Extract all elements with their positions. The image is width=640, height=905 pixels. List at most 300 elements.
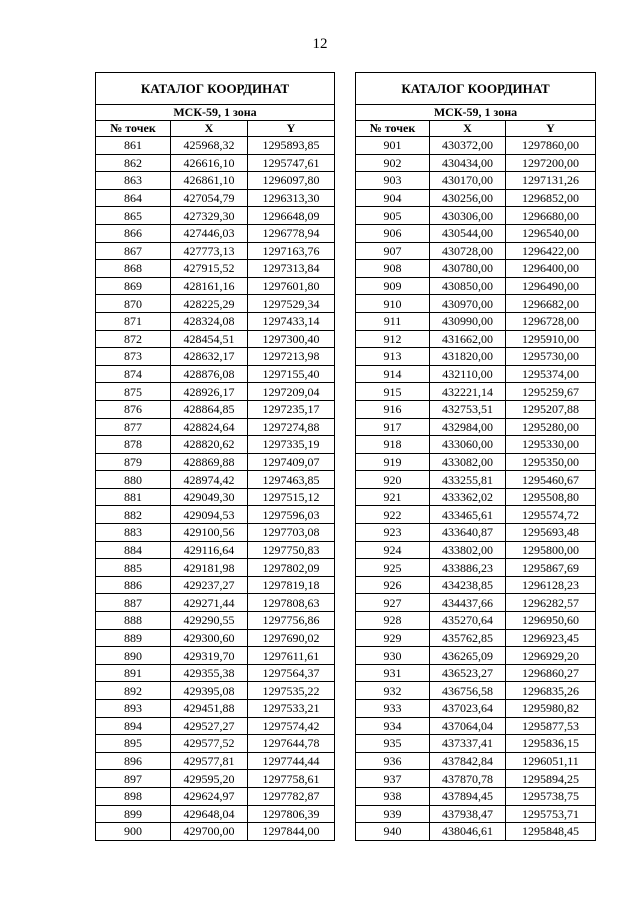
point-number-cell: 881 — [96, 488, 171, 506]
point-number-cell: 924 — [356, 541, 430, 559]
point-number-cell: 889 — [96, 629, 171, 647]
column-header-y: Y — [506, 121, 596, 137]
x-coordinate-cell: 435762,85 — [430, 629, 506, 647]
y-coordinate-cell: 1297844,00 — [248, 823, 335, 841]
table-row — [96, 488, 335, 506]
point-number-cell: 870 — [96, 295, 171, 313]
table-row — [356, 189, 596, 207]
table-row — [96, 137, 335, 155]
point-number-cell: 866 — [96, 224, 171, 242]
x-coordinate-cell: 430850,00 — [430, 277, 506, 295]
point-number-cell: 897 — [96, 770, 171, 788]
table-row — [96, 365, 335, 383]
x-coordinate-cell: 428864,85 — [171, 400, 248, 418]
table-row — [356, 348, 596, 366]
table-row — [96, 524, 335, 542]
point-number-cell: 932 — [356, 682, 430, 700]
point-number-cell: 918 — [356, 436, 430, 454]
table-row — [96, 436, 335, 454]
point-number-cell: 903 — [356, 172, 430, 190]
point-number-cell: 895 — [96, 735, 171, 753]
table-row — [356, 506, 596, 524]
table-row — [356, 312, 596, 330]
point-number-cell: 891 — [96, 664, 171, 682]
point-number-cell: 893 — [96, 700, 171, 718]
column-header-x: X — [430, 121, 506, 137]
x-coordinate-cell: 435270,64 — [430, 612, 506, 630]
table-row — [96, 752, 335, 770]
table-row — [96, 172, 335, 190]
point-number-cell: 900 — [96, 823, 171, 841]
x-coordinate-cell: 430728,00 — [430, 242, 506, 260]
point-number-cell: 936 — [356, 752, 430, 770]
y-coordinate-cell: 1297819,18 — [248, 576, 335, 594]
y-coordinate-cell: 1296282,57 — [506, 594, 596, 612]
point-number-cell: 925 — [356, 559, 430, 577]
point-number-cell: 912 — [356, 330, 430, 348]
x-coordinate-cell: 430990,00 — [430, 312, 506, 330]
table-row — [96, 770, 335, 788]
point-number-cell: 862 — [96, 154, 171, 172]
y-coordinate-cell: 1297806,39 — [248, 805, 335, 823]
table-row — [356, 717, 596, 735]
y-coordinate-cell: 1296400,00 — [506, 260, 596, 278]
y-coordinate-cell: 1295877,53 — [506, 717, 596, 735]
point-number-cell: 882 — [96, 506, 171, 524]
point-number-cell: 872 — [96, 330, 171, 348]
y-coordinate-cell: 1295574,72 — [506, 506, 596, 524]
x-coordinate-cell: 429237,27 — [171, 576, 248, 594]
point-number-cell: 875 — [96, 383, 171, 401]
x-coordinate-cell: 437894,45 — [430, 787, 506, 805]
x-coordinate-cell: 436265,09 — [430, 647, 506, 665]
y-coordinate-cell: 1297860,00 — [506, 137, 596, 155]
y-coordinate-cell: 1296648,09 — [248, 207, 335, 225]
table-row — [356, 330, 596, 348]
point-number-cell: 904 — [356, 189, 430, 207]
point-number-cell: 934 — [356, 717, 430, 735]
x-coordinate-cell: 433886,23 — [430, 559, 506, 577]
table-row — [356, 418, 596, 436]
y-coordinate-cell: 1295374,00 — [506, 365, 596, 383]
table-row — [96, 717, 335, 735]
point-number-cell: 928 — [356, 612, 430, 630]
table-row — [356, 383, 596, 401]
y-coordinate-cell: 1297409,07 — [248, 453, 335, 471]
point-number-cell: 907 — [356, 242, 430, 260]
table-row — [356, 559, 596, 577]
table-row — [356, 137, 596, 155]
x-coordinate-cell: 429319,70 — [171, 647, 248, 665]
x-coordinate-cell: 434437,66 — [430, 594, 506, 612]
y-coordinate-cell: 1295207,88 — [506, 400, 596, 418]
point-number-cell: 908 — [356, 260, 430, 278]
y-coordinate-cell: 1297463,85 — [248, 471, 335, 489]
point-number-cell: 877 — [96, 418, 171, 436]
y-coordinate-cell: 1296950,60 — [506, 612, 596, 630]
x-coordinate-cell: 429648,04 — [171, 805, 248, 823]
y-coordinate-cell: 1295910,00 — [506, 330, 596, 348]
table-row — [356, 612, 596, 630]
x-coordinate-cell: 432221,14 — [430, 383, 506, 401]
point-number-cell: 940 — [356, 823, 430, 841]
point-number-cell: 896 — [96, 752, 171, 770]
y-coordinate-cell: 1297515,12 — [248, 488, 335, 506]
x-coordinate-cell: 432110,00 — [430, 365, 506, 383]
y-coordinate-cell: 1295747,61 — [248, 154, 335, 172]
catalog-title: КАТАЛОГ КООРДИНАТ — [356, 73, 596, 105]
y-coordinate-cell: 1295893,85 — [248, 137, 335, 155]
x-coordinate-cell: 429595,20 — [171, 770, 248, 788]
point-number-cell: 910 — [356, 295, 430, 313]
x-coordinate-cell: 430170,00 — [430, 172, 506, 190]
table-row — [96, 682, 335, 700]
point-number-cell: 883 — [96, 524, 171, 542]
table-row — [356, 471, 596, 489]
x-coordinate-cell: 428324,08 — [171, 312, 248, 330]
point-number-cell: 861 — [96, 137, 171, 155]
y-coordinate-cell: 1296313,30 — [248, 189, 335, 207]
point-number-cell: 920 — [356, 471, 430, 489]
table-row — [356, 541, 596, 559]
page-number: 12 — [312, 36, 328, 52]
table-row — [96, 506, 335, 524]
y-coordinate-cell: 1297690,02 — [248, 629, 335, 647]
y-coordinate-cell: 1296778,94 — [248, 224, 335, 242]
table-row — [356, 260, 596, 278]
y-coordinate-cell: 1297155,40 — [248, 365, 335, 383]
x-coordinate-cell: 430544,00 — [430, 224, 506, 242]
point-number-cell: 899 — [96, 805, 171, 823]
table-row — [96, 348, 335, 366]
x-coordinate-cell: 430256,00 — [430, 189, 506, 207]
x-coordinate-cell: 430970,00 — [430, 295, 506, 313]
x-coordinate-cell: 428632,17 — [171, 348, 248, 366]
y-coordinate-cell: 1297744,44 — [248, 752, 335, 770]
table-row — [356, 823, 596, 841]
table-row — [356, 453, 596, 471]
x-coordinate-cell: 427773,13 — [171, 242, 248, 260]
y-coordinate-cell: 1296923,45 — [506, 629, 596, 647]
x-coordinate-cell: 433060,00 — [430, 436, 506, 454]
y-coordinate-cell: 1296490,00 — [506, 277, 596, 295]
table-row — [96, 277, 335, 295]
table-row — [356, 735, 596, 753]
table-row — [356, 224, 596, 242]
x-coordinate-cell: 430434,00 — [430, 154, 506, 172]
x-coordinate-cell: 434238,85 — [430, 576, 506, 594]
point-number-cell: 935 — [356, 735, 430, 753]
y-coordinate-cell: 1296680,00 — [506, 207, 596, 225]
table-row — [96, 295, 335, 313]
x-coordinate-cell: 428820,62 — [171, 436, 248, 454]
table-row — [96, 823, 335, 841]
y-coordinate-cell: 1297131,26 — [506, 172, 596, 190]
point-number-cell: 898 — [96, 787, 171, 805]
table-row — [96, 559, 335, 577]
table-row — [96, 647, 335, 665]
table-row — [96, 207, 335, 225]
y-coordinate-cell: 1297335,19 — [248, 436, 335, 454]
point-number-cell: 864 — [96, 189, 171, 207]
x-coordinate-cell: 437870,78 — [430, 770, 506, 788]
table-row — [96, 805, 335, 823]
point-number-cell: 890 — [96, 647, 171, 665]
y-coordinate-cell: 1297535,22 — [248, 682, 335, 700]
x-coordinate-cell: 429577,52 — [171, 735, 248, 753]
table-row — [96, 400, 335, 418]
y-coordinate-cell: 1295980,82 — [506, 700, 596, 718]
y-coordinate-cell: 1297601,80 — [248, 277, 335, 295]
x-coordinate-cell: 429094,53 — [171, 506, 248, 524]
y-coordinate-cell: 1297703,08 — [248, 524, 335, 542]
catalog-title: КАТАЛОГ КООРДИНАТ — [96, 73, 335, 105]
table-row — [96, 735, 335, 753]
point-number-cell: 878 — [96, 436, 171, 454]
x-coordinate-cell: 429395,08 — [171, 682, 248, 700]
x-coordinate-cell: 433465,61 — [430, 506, 506, 524]
y-coordinate-cell: 1297274,88 — [248, 418, 335, 436]
table-row — [96, 154, 335, 172]
x-coordinate-cell: 437842,84 — [430, 752, 506, 770]
y-coordinate-cell: 1297808,63 — [248, 594, 335, 612]
table-row — [356, 752, 596, 770]
x-coordinate-cell: 429624,97 — [171, 787, 248, 805]
y-coordinate-cell: 1296852,00 — [506, 189, 596, 207]
table-row — [356, 154, 596, 172]
x-coordinate-cell: 429290,55 — [171, 612, 248, 630]
y-coordinate-cell: 1295738,75 — [506, 787, 596, 805]
y-coordinate-cell: 1297533,21 — [248, 700, 335, 718]
table-row — [356, 242, 596, 260]
x-coordinate-cell: 428824,64 — [171, 418, 248, 436]
table-row — [96, 629, 335, 647]
x-coordinate-cell: 430372,00 — [430, 137, 506, 155]
point-number-cell: 919 — [356, 453, 430, 471]
x-coordinate-cell: 427329,30 — [171, 207, 248, 225]
y-coordinate-cell: 1297235,17 — [248, 400, 335, 418]
x-coordinate-cell: 430780,00 — [430, 260, 506, 278]
x-coordinate-cell: 433255,81 — [430, 471, 506, 489]
point-number-cell: 871 — [96, 312, 171, 330]
table-row — [356, 664, 596, 682]
table-row — [96, 787, 335, 805]
table-row — [96, 224, 335, 242]
coordinate-catalog-table-left — [95, 72, 335, 841]
y-coordinate-cell: 1296097,80 — [248, 172, 335, 190]
table-row — [356, 594, 596, 612]
point-number-cell: 892 — [96, 682, 171, 700]
x-coordinate-cell: 433802,00 — [430, 541, 506, 559]
y-coordinate-cell: 1297596,03 — [248, 506, 335, 524]
point-number-cell: 874 — [96, 365, 171, 383]
point-number-cell: 929 — [356, 629, 430, 647]
table-row — [96, 541, 335, 559]
x-coordinate-cell: 437023,64 — [430, 700, 506, 718]
y-coordinate-cell: 1297163,76 — [248, 242, 335, 260]
table-row — [96, 664, 335, 682]
point-number-cell: 916 — [356, 400, 430, 418]
y-coordinate-cell: 1297611,61 — [248, 647, 335, 665]
y-coordinate-cell: 1296728,00 — [506, 312, 596, 330]
y-coordinate-cell: 1297313,84 — [248, 260, 335, 278]
point-number-cell: 921 — [356, 488, 430, 506]
point-number-cell: 917 — [356, 418, 430, 436]
point-number-cell: 865 — [96, 207, 171, 225]
point-number-cell: 906 — [356, 224, 430, 242]
coordinate-catalog-table-right — [355, 72, 596, 841]
x-coordinate-cell: 429451,88 — [171, 700, 248, 718]
table-row — [96, 700, 335, 718]
table-row — [356, 647, 596, 665]
point-number-cell: 939 — [356, 805, 430, 823]
x-coordinate-cell: 426616,10 — [171, 154, 248, 172]
table-row — [356, 295, 596, 313]
x-coordinate-cell: 428225,29 — [171, 295, 248, 313]
point-number-cell: 869 — [96, 277, 171, 295]
table-row — [356, 207, 596, 225]
table-row — [356, 682, 596, 700]
y-coordinate-cell: 1295800,00 — [506, 541, 596, 559]
table-row — [356, 488, 596, 506]
x-coordinate-cell: 432984,00 — [430, 418, 506, 436]
x-coordinate-cell: 431820,00 — [430, 348, 506, 366]
table-row — [356, 365, 596, 383]
coordinate-system-zone: МСК-59, 1 зона — [96, 105, 335, 121]
table-row — [356, 277, 596, 295]
table-row — [96, 418, 335, 436]
table-row — [96, 260, 335, 278]
y-coordinate-cell: 1295350,00 — [506, 453, 596, 471]
x-coordinate-cell: 429577,81 — [171, 752, 248, 770]
y-coordinate-cell: 1297300,40 — [248, 330, 335, 348]
y-coordinate-cell: 1297574,42 — [248, 717, 335, 735]
column-header-point-number: № точек — [96, 121, 171, 137]
x-coordinate-cell: 427915,52 — [171, 260, 248, 278]
point-number-cell: 926 — [356, 576, 430, 594]
table-row — [96, 312, 335, 330]
table-row — [356, 787, 596, 805]
table-row — [96, 383, 335, 401]
table-row — [356, 172, 596, 190]
y-coordinate-cell: 1295460,67 — [506, 471, 596, 489]
column-header-x: X — [171, 121, 248, 137]
point-number-cell: 913 — [356, 348, 430, 366]
point-number-cell: 886 — [96, 576, 171, 594]
point-number-cell: 885 — [96, 559, 171, 577]
y-coordinate-cell: 1296860,27 — [506, 664, 596, 682]
y-coordinate-cell: 1296929,20 — [506, 647, 596, 665]
y-coordinate-cell: 1295693,48 — [506, 524, 596, 542]
point-number-cell: 879 — [96, 453, 171, 471]
point-number-cell: 909 — [356, 277, 430, 295]
point-number-cell: 927 — [356, 594, 430, 612]
y-coordinate-cell: 1296128,23 — [506, 576, 596, 594]
x-coordinate-cell: 429116,64 — [171, 541, 248, 559]
y-coordinate-cell: 1296682,00 — [506, 295, 596, 313]
x-coordinate-cell: 427054,79 — [171, 189, 248, 207]
x-coordinate-cell: 429355,38 — [171, 664, 248, 682]
y-coordinate-cell: 1295836,15 — [506, 735, 596, 753]
table-body — [96, 137, 335, 841]
y-coordinate-cell: 1297529,34 — [248, 295, 335, 313]
y-coordinate-cell: 1296540,00 — [506, 224, 596, 242]
table-row — [96, 189, 335, 207]
point-number-cell: 873 — [96, 348, 171, 366]
y-coordinate-cell: 1297209,04 — [248, 383, 335, 401]
x-coordinate-cell: 428876,08 — [171, 365, 248, 383]
x-coordinate-cell: 437337,41 — [430, 735, 506, 753]
y-coordinate-cell: 1297564,37 — [248, 664, 335, 682]
point-number-cell: 884 — [96, 541, 171, 559]
x-coordinate-cell: 428926,17 — [171, 383, 248, 401]
x-coordinate-cell: 437064,04 — [430, 717, 506, 735]
y-coordinate-cell: 1295259,67 — [506, 383, 596, 401]
point-number-cell: 888 — [96, 612, 171, 630]
table-row — [96, 594, 335, 612]
table-row — [356, 400, 596, 418]
x-coordinate-cell: 433362,02 — [430, 488, 506, 506]
y-coordinate-cell: 1297750,83 — [248, 541, 335, 559]
point-number-cell: 922 — [356, 506, 430, 524]
x-coordinate-cell: 429700,00 — [171, 823, 248, 841]
point-number-cell: 901 — [356, 137, 430, 155]
x-coordinate-cell: 428161,16 — [171, 277, 248, 295]
x-coordinate-cell: 427446,03 — [171, 224, 248, 242]
point-number-cell: 914 — [356, 365, 430, 383]
x-coordinate-cell: 429181,98 — [171, 559, 248, 577]
point-number-cell: 863 — [96, 172, 171, 190]
table-row — [356, 524, 596, 542]
y-coordinate-cell: 1295508,80 — [506, 488, 596, 506]
x-coordinate-cell: 433082,00 — [430, 453, 506, 471]
y-coordinate-cell: 1297213,98 — [248, 348, 335, 366]
y-coordinate-cell: 1297758,61 — [248, 770, 335, 788]
point-number-cell: 902 — [356, 154, 430, 172]
y-coordinate-cell: 1297782,87 — [248, 787, 335, 805]
x-coordinate-cell: 426861,10 — [171, 172, 248, 190]
point-number-cell: 930 — [356, 647, 430, 665]
y-coordinate-cell: 1297756,86 — [248, 612, 335, 630]
point-number-cell: 894 — [96, 717, 171, 735]
table-row — [356, 436, 596, 454]
x-coordinate-cell: 429271,44 — [171, 594, 248, 612]
x-coordinate-cell: 437938,47 — [430, 805, 506, 823]
coordinate-system-zone: МСК-59, 1 зона — [356, 105, 596, 121]
x-coordinate-cell: 429300,60 — [171, 629, 248, 647]
table-row — [96, 612, 335, 630]
y-coordinate-cell: 1295280,00 — [506, 418, 596, 436]
table-row — [96, 471, 335, 489]
table-row — [96, 576, 335, 594]
table-row — [356, 576, 596, 594]
point-number-cell: 887 — [96, 594, 171, 612]
y-coordinate-cell: 1295867,69 — [506, 559, 596, 577]
y-coordinate-cell: 1297644,78 — [248, 735, 335, 753]
y-coordinate-cell: 1297802,09 — [248, 559, 335, 577]
point-number-cell: 937 — [356, 770, 430, 788]
table-row — [356, 629, 596, 647]
x-coordinate-cell: 429049,30 — [171, 488, 248, 506]
table-body — [356, 137, 596, 841]
x-coordinate-cell: 429100,56 — [171, 524, 248, 542]
point-number-cell: 923 — [356, 524, 430, 542]
table-row — [356, 805, 596, 823]
x-coordinate-cell: 429527,27 — [171, 717, 248, 735]
point-number-cell: 915 — [356, 383, 430, 401]
x-coordinate-cell: 430306,00 — [430, 207, 506, 225]
table-row — [96, 242, 335, 260]
